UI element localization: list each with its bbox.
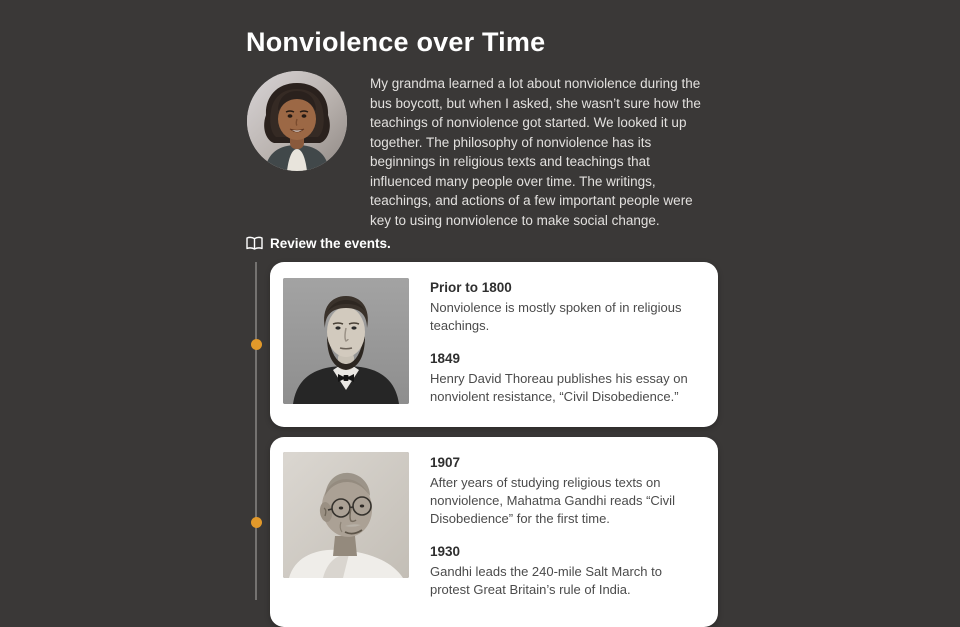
event-year: Prior to 1800 — [430, 280, 512, 295]
thoreau-card-text — [430, 280, 705, 406]
event-year: 1930 — [430, 544, 461, 559]
event-description: After years of studying religious texts on nonviolence, Mahatma Gandhi reads “Civil Disobedience” for the first time. — [430, 475, 675, 526]
girl-avatar-illustration — [247, 71, 347, 171]
gandhi-portrait-illustration — [283, 452, 409, 578]
event-description: Nonviolence is mostly spoken of in religious teachings. — [430, 300, 682, 333]
gandhi-portrait-photo — [283, 452, 409, 578]
thoreau-portrait-photo — [283, 278, 409, 404]
event-prior-to-1800 — [430, 280, 705, 335]
thoreau-portrait-illustration — [283, 278, 409, 404]
review-instruction-label: Review the events. — [270, 236, 391, 251]
event-1849 — [430, 351, 705, 406]
page-title: Nonviolence over Time — [246, 27, 546, 57]
event-1907 — [430, 455, 705, 528]
narrator-avatar — [247, 71, 347, 171]
open-book-icon — [246, 236, 263, 251]
timeline-card-thoreau — [270, 262, 718, 427]
timeline-card-gandhi — [270, 437, 718, 627]
timeline-dot-1 — [251, 339, 262, 350]
intro-paragraph: My grandma learned a lot about nonviolence during the bus boycott, but when I asked, she wasn’t sure how the teachings of nonviolence got started. We looked it up together. The philosophy of nonviolence has its beginnings in religious texts and teachings that influenced many people over time. The writings, teachings, and actions of a few important people were key to using nonviolence to make social change. — [370, 76, 701, 228]
event-description: Gandhi leads the 240-mile Salt March to protest Great Britain’s rule of India. — [430, 564, 662, 597]
event-year: 1849 — [430, 351, 461, 366]
review-instruction — [246, 236, 391, 251]
event-year: 1907 — [430, 455, 461, 470]
event-description: Henry David Thoreau publishes his essay on nonviolent resistance, “Civil Disobedience.” — [430, 371, 688, 404]
timeline-line — [255, 262, 257, 600]
gandhi-card-text — [430, 455, 705, 599]
timeline-dot-2 — [251, 517, 262, 528]
event-1930 — [430, 544, 705, 599]
